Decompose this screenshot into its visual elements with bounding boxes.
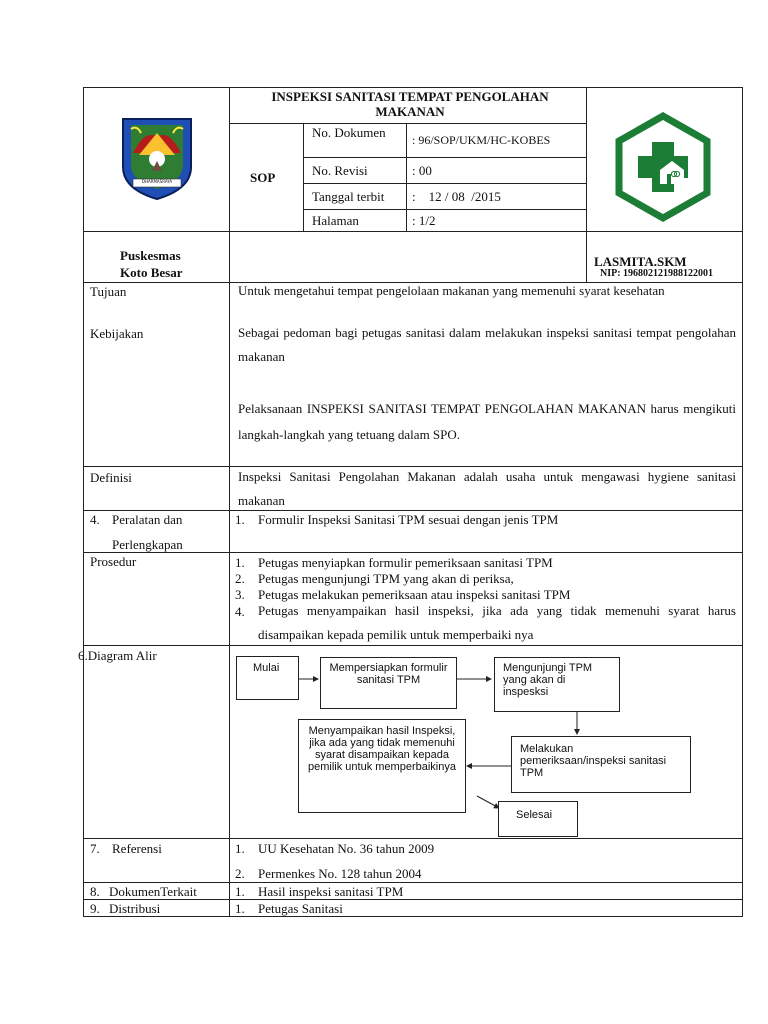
peralatan-num: 4.: [90, 512, 100, 527]
referensi-label: Referensi: [112, 841, 162, 856]
peralatan-label-1: Peralatan dan: [112, 512, 183, 527]
prosedur-item-num: 1.: [235, 555, 245, 570]
kebijakan-label: Kebijakan: [90, 326, 144, 341]
referensi-item-num: 1.: [235, 841, 245, 856]
referensi-item-num: 2.: [235, 866, 245, 881]
dokumen-label: DokumenTerkait: [109, 884, 197, 899]
flow-node-selesai-text: Selesai: [516, 809, 553, 821]
left-logo-caption: DHARMASRAYA: [141, 179, 173, 184]
flow-node-periksa: [511, 736, 691, 793]
prosedur-item: Petugas melakukan pemeriksaan atau inspeksi sanitasi TPM: [258, 587, 571, 602]
flow-node-kunjungi-text: Mengunjungi TPM yang akan di inspesksi: [503, 662, 593, 698]
revision-label: No. Revisi: [312, 163, 368, 178]
diagram-label: 6.Diagram Alir: [78, 648, 157, 663]
flow-node-kunjungi: [494, 657, 620, 712]
flow-node-mulai-text: Mulai: [253, 662, 280, 674]
definisi-text: Inspeksi Sanitasi Pengolahan Makanan adalah usaha untuk mengawasi hygiene sanitasi makanan: [238, 469, 736, 508]
kebijakan-text-2: Pelaksanaan INSPEKSI SANITASI TEMPAT PENGOLAHAN MAKANAN harus mengikuti langkah-langkah yang tetuang dalam SPO.: [238, 401, 736, 442]
flow-node-siapkan-text: Mempersiapkan formulir sanitasi TPM: [329, 662, 448, 686]
flow-node-sampaikan-text: Menyampaikan hasil Inspeksi, jika ada yang tidak memenuhi syarat disampaikan kepada pemilik untuk memperbaikinya: [308, 725, 456, 773]
dokumen-num: 8.: [90, 884, 100, 899]
revision-value: : 00: [412, 163, 432, 178]
referensi-item: UU Kesehatan No. 36 tahun 2009: [258, 841, 435, 856]
issue-date-value: : 12 / 08 /2015: [412, 189, 501, 204]
referensi-num: 7.: [90, 841, 100, 856]
doc-number-value: : 96/SOP/UKM/HC-KOBES: [412, 133, 551, 147]
flow-node-siapkan: [320, 657, 457, 709]
right-logo: [614, 112, 712, 222]
peralatan-item-num: 1.: [235, 512, 245, 527]
dokumen-item: Hasil inspeksi sanitasi TPM: [258, 884, 404, 899]
arrow-sampaikan-selesai: [477, 796, 499, 808]
prosedur-item: Petugas mengunjungi TPM yang akan di periksa,: [258, 571, 514, 586]
peralatan-item: Formulir Inspeksi Sanitasi TPM sesuai dengan jenis TPM: [258, 512, 559, 527]
prosedur-item: Petugas menyampaikan hasil inspeksi, jika ada yang tidak memenuhi syarat harus disampaikan kepada pemilik untuk memperbaiki nya: [258, 603, 736, 642]
signatory-nip: NIP: 196802121988122001: [600, 268, 714, 279]
tujuan-text: Untuk mengetahui tempat pengelolaan makanan yang memenuhi syarat kesehatan: [238, 283, 665, 298]
distribusi-num: 9.: [90, 901, 100, 916]
dokumen-item-num: 1.: [235, 884, 245, 899]
document-title: INSPEKSI SANITASI TEMPAT PENGOLAHAN MAKANAN: [271, 89, 549, 119]
peralatan-label-2: Perlengkapan: [112, 537, 183, 552]
doc-number-label: [312, 125, 402, 140]
distribusi-item-num: 1.: [235, 901, 245, 916]
left-logo: [119, 115, 195, 201]
issue-date-label: Tanggal terbit: [312, 189, 385, 204]
flow-node-selesai: [498, 801, 578, 837]
distribusi-item: Petugas Sanitasi: [258, 901, 343, 916]
flow-node-sampaikan: [298, 719, 466, 813]
doc-number-label-text: No. Dokumen: [312, 125, 386, 140]
page-label: Halaman: [312, 213, 359, 228]
distribusi-label: Distribusi: [109, 901, 161, 916]
page-value: : 1/2: [412, 213, 436, 228]
tujuan-label: Tujuan: [90, 284, 127, 299]
prosedur-label: Prosedur: [90, 554, 137, 569]
prosedur-item: Petugas menyiapkan formulir pemeriksaan sanitasi TPM: [258, 555, 553, 570]
organization-line2: Koto Besar: [120, 265, 183, 280]
signatory-name: LASMITA.SKM: [594, 254, 687, 269]
sop-label: SOP: [250, 170, 276, 185]
definisi-label: Definisi: [90, 470, 132, 485]
flow-node-periksa-text: Melakukan pemeriksaan/inspeksi sanitasi TPM: [520, 743, 667, 779]
referensi-item: Permenkes No. 128 tahun 2004: [258, 866, 422, 881]
prosedur-item-num: 2.: [235, 571, 245, 586]
flow-node-mulai: [236, 656, 299, 700]
kebijakan-text-1: Sebagai pedoman bagi petugas sanitasi dalam melakukan inspeksi sanitasi tempat pengolahan makanan: [238, 325, 736, 364]
prosedur-item-num: 3.: [235, 587, 245, 602]
organization-line1: Puskesmas: [120, 248, 181, 263]
prosedur-item-num: 4.: [235, 604, 245, 619]
